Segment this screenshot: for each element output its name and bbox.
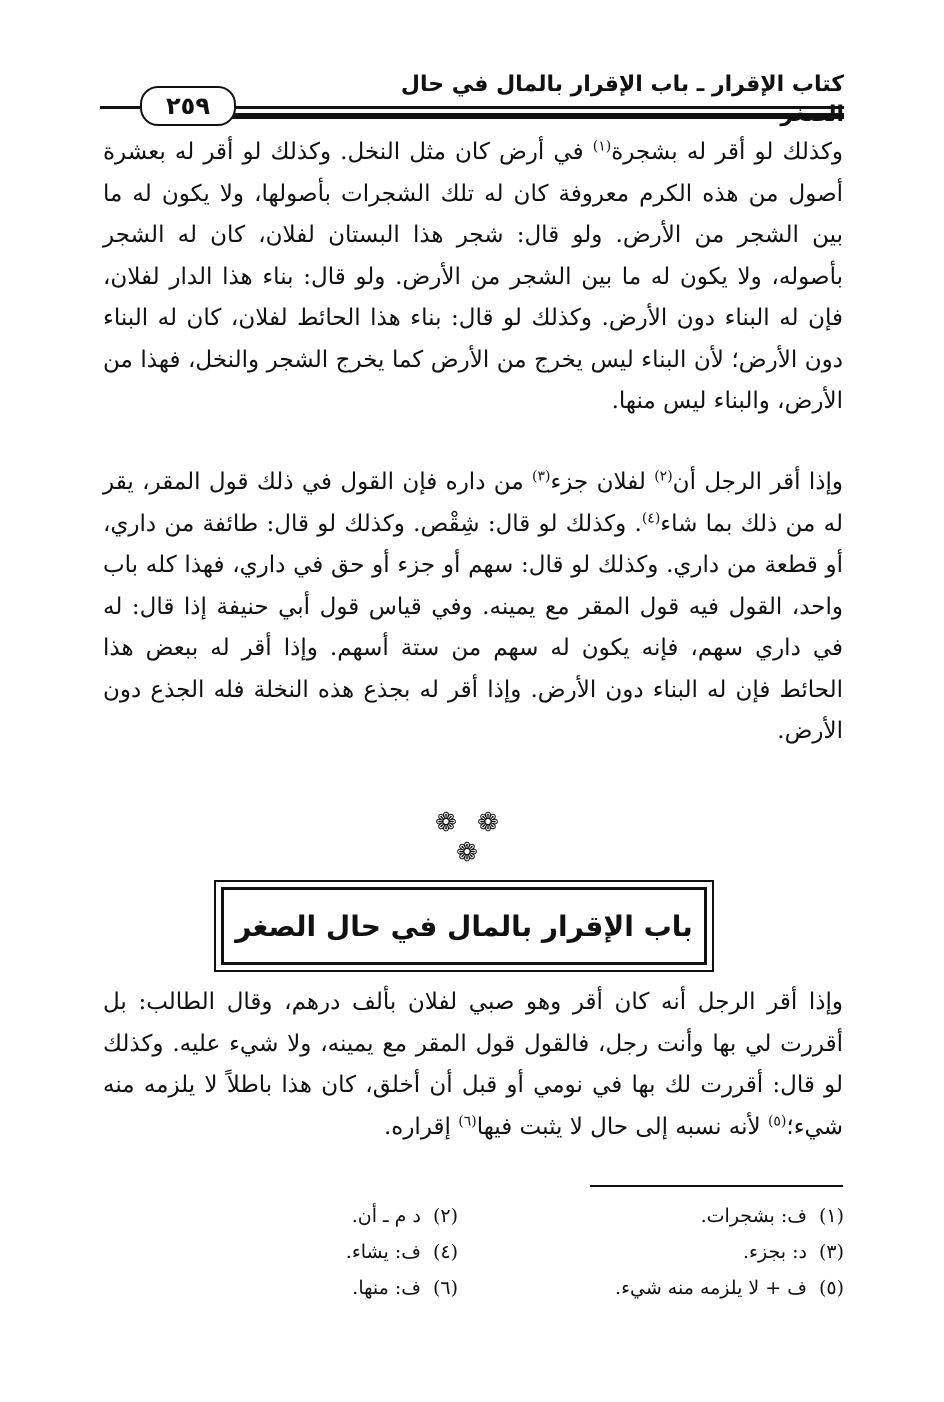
header-rule-thick xyxy=(220,113,844,119)
paragraph-3 xyxy=(103,982,843,1148)
paragraph-text: لأنه نسبه إلى حال لا يثبت فيها xyxy=(476,1113,768,1140)
paragraph-text: من داره فإن القول في ذلك قول المقر، يقر له من ذلك بما شاء xyxy=(103,469,843,537)
paragraph-text: وإذا أقر الرجل أن xyxy=(672,469,843,495)
footnote-ref: (٢) xyxy=(654,468,673,485)
chapter-title-frame xyxy=(214,880,714,972)
footnote-number: (٤) xyxy=(432,1241,458,1263)
footnote-number: (٦) xyxy=(432,1277,458,1299)
paragraph-text: . وكذلك لو قال: شِقْص. وكذلك لو قال: طائفة من داري، أو قطعة من داري. وكذلك لو قال: سهم أو جزء أو حق في داري، فهذا كله باب واحد، القول فيه قول المقر مع يمينه. وفي قياس قول أبي حنيفة إذا قال: له في داري سهم، فإنه يكون له سهم من ستة أسهم. وإذا أقر له ببعض هذا الحائط فإن له البناء دون الأرض. وإذا أقر له بجذع هذه النخلة فله الجذع دون الأرض. xyxy=(103,510,843,744)
footnote-4 xyxy=(346,1239,458,1265)
paragraph-text: في أرض كان مثل النخل. وكذلك لو أقر له بعشرة أصول من هذه الكرم معروفة كان له تلك الشجرات بأصولها، ولا يكون له ما بين الشجر من الأرض. ولو قال: شجر هذا البستان لفلان، كان له الشجر بأصوله، ولا يكون له ما بين الشجر من الأرض. ولو قال: بناء هذا الدار لفلان، فإن له البناء دون الأرض. وكذلك لو قال: بناء هذا الحائط لفلان، كان له البناء دون الأرض؛ لأن البناء ليس يخرج من الأرض كما يخرج الشجر والنخل، فهذا من الأرض، والبناء ليس منها. xyxy=(103,139,843,414)
paragraph-text: وإذا أقر الرجل أنه كان أقر وهو صبي لفلان بألف درهم، وقال الطالب: بل أقررت لي بها وأنت رجل، فالقول قول المقر مع يمينه، ولا شيء عليه. وكذلك لو قال: أقررت لك بها في نومي أو قبل أن أخلق، كان هذا باطلاً لا يلزمه منه شيء؛ xyxy=(103,989,843,1140)
footnote-text: ف: بشجرات. xyxy=(700,1205,807,1227)
chapter-title: باب الإقرار بالمال في حال الصغر xyxy=(235,909,693,943)
footnote-ref: (٣) xyxy=(532,468,551,485)
footnote-ref: (٤) xyxy=(641,509,661,526)
footnote-number: (٢) xyxy=(432,1205,458,1227)
footnote-1 xyxy=(701,1203,844,1229)
chapter-title-inner-frame xyxy=(221,887,707,965)
footnote-number: (٥) xyxy=(818,1277,844,1299)
paragraph-text: وكذلك لو أقر له بشجرة xyxy=(611,139,844,165)
footnote-3 xyxy=(743,1239,844,1265)
paragraph-2 xyxy=(103,462,843,753)
footnote-2 xyxy=(352,1203,458,1229)
footnote-ref: (٥) xyxy=(767,1112,787,1129)
footnote-ref: (١) xyxy=(592,138,612,155)
page-number-badge xyxy=(140,86,236,126)
footnote-rule xyxy=(590,1185,843,1187)
footnote-text: د م ـ أن. xyxy=(351,1205,421,1227)
footnote-number: (٣) xyxy=(818,1241,844,1263)
footnote-5 xyxy=(615,1275,844,1301)
page-number: ٢٥٩ xyxy=(166,92,210,120)
footnote-number: (١) xyxy=(818,1205,844,1227)
footnote-text: ف: منها. xyxy=(352,1277,421,1299)
running-title: كتاب الإقرار ـ باب الإقرار بالمال في حال xyxy=(400,72,844,97)
footnote-text: ف + لا يلزمه منه شيء. xyxy=(615,1277,807,1299)
footnote-text: د: بجزء. xyxy=(743,1241,807,1263)
footnote-text: ف: يشاء. xyxy=(345,1241,421,1263)
paragraph-text: لفلان جزء xyxy=(550,469,655,495)
section-separator: ❁ ❁ ❁ xyxy=(435,808,505,868)
footnote-6 xyxy=(352,1275,458,1301)
paragraph-1 xyxy=(103,132,843,423)
footnote-ref: (٦) xyxy=(458,1112,477,1129)
paragraph-text: إقراره. xyxy=(383,1113,459,1140)
